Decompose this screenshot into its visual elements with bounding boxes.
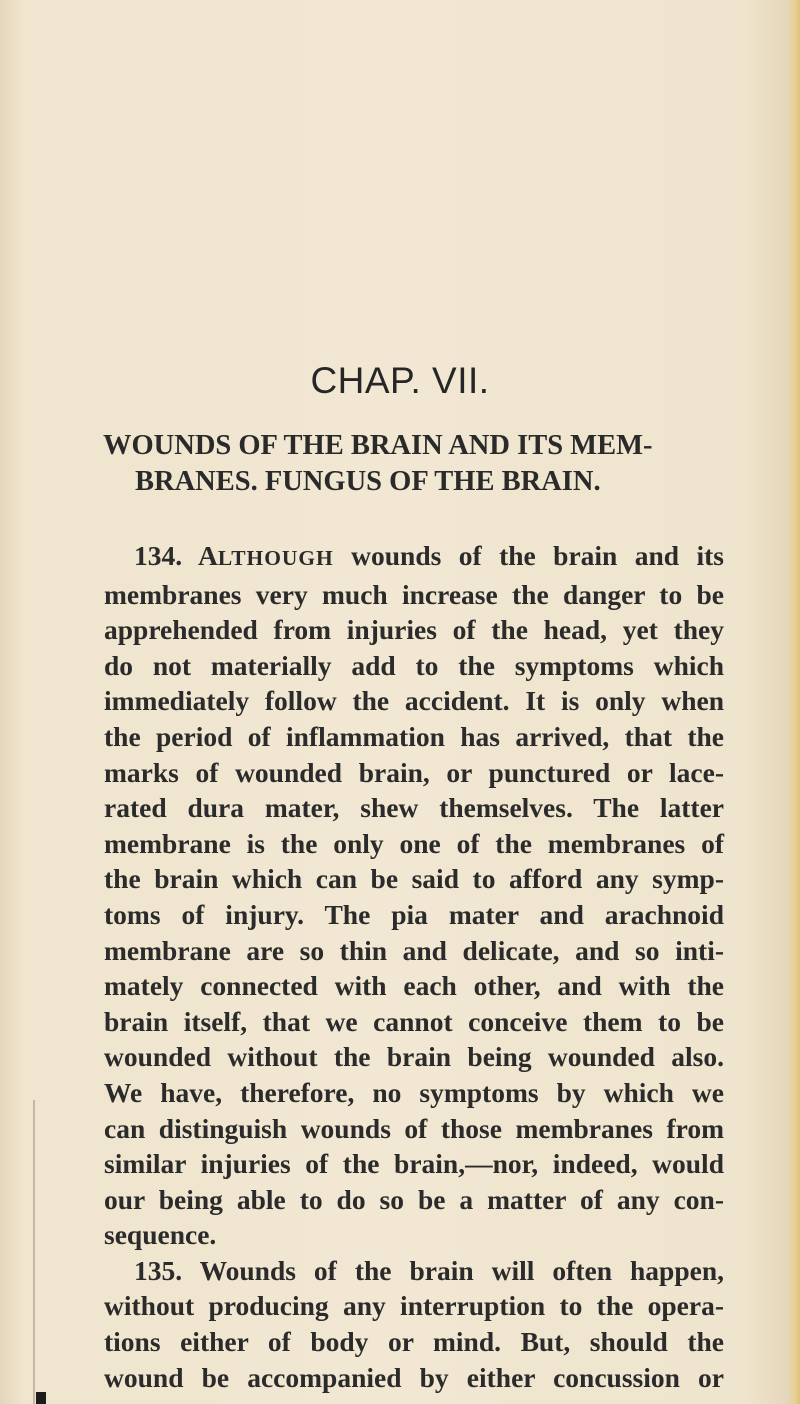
text-line: our being able to do so be a matter of any con- — [104, 1183, 724, 1215]
text-line: tions either of body or mind. But, should the — [104, 1326, 724, 1358]
text-line: membrane are so thin and delicate, and so inti- — [104, 934, 724, 966]
text-line: membrane is the only one of the membranes of — [104, 827, 724, 859]
lead-cap: A — [198, 540, 218, 571]
text-line: do not materially add to the symptoms which — [104, 649, 724, 681]
text-line: immediately follow the accident. It is only when — [104, 685, 724, 717]
text-line: membranes very much increase the danger to be — [104, 578, 724, 610]
text-line: toms of injury. The pia mater and arachnoid — [104, 898, 724, 930]
scan-corner-mark — [36, 1392, 46, 1404]
page-edge — [788, 0, 800, 1404]
chapter-title: CHAP. VII. — [310, 360, 490, 401]
text-line: similar injuries of the brain,—nor, indeed, would — [104, 1148, 724, 1180]
lead-small-caps: LTHOUGH — [217, 546, 334, 570]
text-line: rated dura mater, shew themselves. The latter — [104, 792, 724, 824]
text-line: wounded without the brain being wounded also. — [104, 1041, 724, 1073]
text-line: without producing any interruption to the opera- — [104, 1290, 724, 1322]
text-line: can distinguish wounds of those membranes from — [104, 1112, 724, 1144]
text-line: the brain which can be said to afford any symp- — [104, 863, 724, 895]
text-line: mately connected with each other, and with the — [104, 970, 724, 1002]
text-line: marks of wounded brain, or punctured or lace- — [104, 756, 724, 788]
section-heading-line-1: WOUNDS OF THE BRAIN AND ITS MEM- — [103, 430, 653, 461]
paragraph-134-first-line — [104, 538, 724, 577]
section-heading — [103, 428, 723, 500]
gutter-line — [33, 1100, 35, 1404]
text-line: wound be accompanied by either concussion or — [104, 1361, 724, 1393]
text-line: We have, therefore, no symptoms by which we — [104, 1076, 724, 1108]
text-line: sequence. — [104, 1219, 217, 1251]
text-line: the period of inflammation has arrived, that the — [104, 720, 724, 752]
body-text — [104, 538, 724, 1395]
paragraph-135-first-line: 135. Wounds of the brain will often happen, — [134, 1254, 724, 1286]
section-heading-line-2: BRANES. FUNGUS OF THE BRAIN. — [135, 466, 601, 497]
text-line: apprehended from injuries of the head, yet they — [104, 614, 724, 646]
paragraph-number: 134. — [134, 540, 183, 571]
text-line: brain itself, that we cannot conceive them to be — [104, 1005, 724, 1037]
paragraph-134-line-1-text: wounds of the brain and its — [351, 540, 724, 571]
